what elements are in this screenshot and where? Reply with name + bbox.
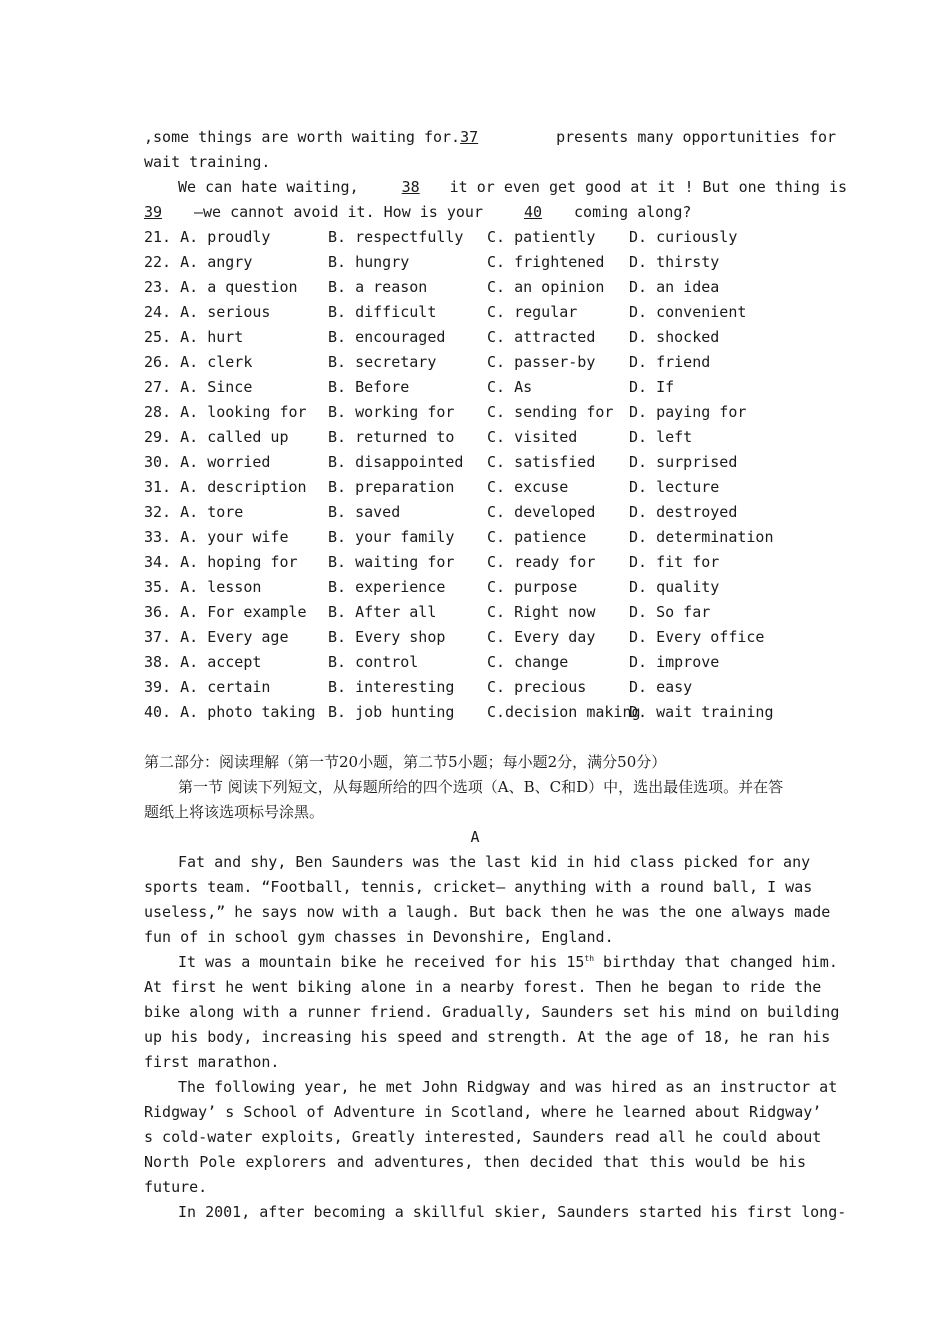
paragraph-4	[144, 1200, 847, 1225]
option-a-text: A. your wife	[180, 528, 289, 546]
option-b: B. saved	[328, 503, 401, 521]
option-c: C. As	[487, 378, 533, 396]
passage-line: North Pole explorers and adventures, then decided that this would be his	[144, 1153, 806, 1171]
option-a-text: A. hoping for	[180, 553, 298, 571]
question-number: 39.	[144, 678, 172, 696]
blank-40: 40	[523, 203, 543, 221]
spacer	[144, 725, 806, 750]
option-b: B. working for	[328, 403, 455, 421]
text-run: presents many opportunities for	[556, 128, 837, 146]
passage-line: future.	[144, 1178, 208, 1196]
option-a	[144, 275, 298, 300]
option-c: C. frightened	[487, 253, 605, 271]
option-d: D. destroyed	[629, 503, 738, 521]
option-c: C. Every day	[487, 628, 596, 646]
question-number: 23.	[144, 278, 172, 296]
option-d: D. surprised	[629, 453, 738, 471]
option-c: C. visited	[487, 428, 578, 446]
option-c: C. precious	[487, 678, 587, 696]
blank-38: 38	[401, 178, 420, 196]
option-a	[144, 700, 316, 725]
option-a-text: A. certain	[180, 678, 271, 696]
option-d: D. shocked	[629, 328, 720, 346]
option-b: B. interesting	[328, 678, 455, 696]
text-run: —we cannot avoid it. How is your	[194, 203, 483, 221]
option-b: B. a reason	[328, 278, 428, 296]
paragraph-1	[144, 850, 831, 950]
option-b: B. returned to	[328, 428, 455, 446]
option-d: D. paying for	[629, 403, 747, 421]
cloze-line-1	[144, 125, 837, 150]
question-number: 38.	[144, 653, 172, 671]
option-a	[144, 675, 270, 700]
option-row	[144, 600, 806, 625]
option-b: B. Every shop	[328, 628, 446, 646]
option-a-text: A. accept	[180, 653, 262, 671]
passage-line: sports team. “Football, tennis, cricket— anything with a round ball, I was	[144, 878, 813, 896]
option-c: C. developed	[487, 503, 596, 521]
section-heading: 第二部分：阅读理解（第一节20小题，第二节5小题；每小题2分，满分50分）	[144, 753, 667, 771]
option-c: C. change	[487, 653, 569, 671]
option-row	[144, 550, 806, 575]
option-a-text: A. clerk	[180, 353, 253, 371]
option-a	[144, 325, 243, 350]
option-a	[144, 600, 307, 625]
passage-line: At first he went biking alone in a nearby forest. Then he began to ride the	[144, 978, 822, 996]
question-number: 40.	[144, 703, 172, 721]
option-a-text: A. serious	[180, 303, 271, 321]
option-a-text: A. description	[180, 478, 307, 496]
option-b: B. waiting for	[328, 553, 455, 571]
option-d: D. quality	[629, 578, 720, 596]
question-number: 35.	[144, 578, 172, 596]
option-c: C. sending for	[487, 403, 614, 421]
option-d: D. determination	[629, 528, 774, 546]
option-a	[144, 650, 261, 675]
option-row	[144, 350, 806, 375]
question-number: 33.	[144, 528, 172, 546]
option-b: B. After all	[328, 603, 437, 621]
passage-line: first marathon.	[144, 1053, 280, 1071]
option-row	[144, 675, 806, 700]
cloze-line-3	[144, 175, 848, 200]
option-b: B. experience	[328, 578, 446, 596]
option-b: B. respectfully	[328, 228, 464, 246]
option-a	[144, 225, 270, 250]
option-a	[144, 300, 270, 325]
paragraph-3	[144, 1075, 838, 1200]
option-a-text: A. Every age	[180, 628, 289, 646]
option-b: B. your family	[328, 528, 455, 546]
option-row	[144, 575, 806, 600]
option-d: D. lecture	[629, 478, 720, 496]
option-d: D. wait training	[629, 703, 774, 721]
section-instruction-1: 第一节 阅读下列短文，从每题所给的四个选项（A、B、C和D）中，选出最佳选项。并在答	[178, 778, 784, 796]
passage-label: A	[470, 828, 480, 846]
question-number: 31.	[144, 478, 172, 496]
passage-line: up his body, increasing his speed and strength. At the age of 18, he ran his	[144, 1028, 831, 1046]
option-d: D. curiously	[629, 228, 738, 246]
option-b: B. job hunting	[328, 703, 455, 721]
option-a-text: A. proudly	[180, 228, 271, 246]
option-a	[144, 400, 307, 425]
text-run: it or even get good at it ! But one thing is	[449, 178, 848, 196]
option-d: D. an idea	[629, 278, 720, 296]
option-a-text: A. lesson	[180, 578, 262, 596]
option-c: C. regular	[487, 303, 578, 321]
option-row	[144, 275, 806, 300]
option-c: C. passer-by	[487, 353, 596, 371]
option-row	[144, 325, 806, 350]
option-a-text: A. looking for	[180, 403, 307, 421]
passage-line: fun of in school gym chasses in Devonshire, England.	[144, 928, 614, 946]
option-a-text: A. For example	[180, 603, 307, 621]
option-c: C. excuse	[487, 478, 569, 496]
option-a-text: A. hurt	[180, 328, 244, 346]
superscript: th	[584, 954, 595, 963]
question-number: 34.	[144, 553, 172, 571]
option-a-text: A. photo taking	[180, 703, 316, 721]
option-row	[144, 525, 806, 550]
option-row	[144, 250, 806, 275]
option-row	[144, 500, 806, 525]
option-row	[144, 450, 806, 475]
passage-line: Ridgway’ s School of Adventure in Scotland, where he learned about Ridgway’	[144, 1103, 822, 1121]
option-a	[144, 375, 252, 400]
option-d: D. thirsty	[629, 253, 720, 271]
option-row	[144, 425, 806, 450]
option-a	[144, 525, 289, 550]
passage-line: The following year, he met John Ridgway and was hired as an instructor at	[178, 1078, 838, 1096]
option-row	[144, 700, 806, 725]
passage-line: Fat and shy, Ben Saunders was the last kid in hid class picked for any	[178, 853, 811, 871]
option-a	[144, 550, 298, 575]
option-row	[144, 475, 806, 500]
option-b: B. difficult	[328, 303, 437, 321]
option-a-text: A. tore	[180, 503, 244, 521]
option-d: D. So far	[629, 603, 711, 621]
option-a	[144, 500, 243, 525]
cloze-line-2: wait training.	[144, 153, 271, 171]
section-instruction-2: 题纸上将该选项标号涂黑。	[144, 803, 325, 821]
passage-line: s cold-water exploits, Greatly interested, Saunders read all he could about	[144, 1128, 822, 1146]
option-d: D. fit for	[629, 553, 720, 571]
paragraph-2	[144, 975, 840, 1075]
option-c: C. Right now	[487, 603, 596, 621]
option-row	[144, 400, 806, 425]
text-run: It was a mountain bike he received for his 15	[178, 953, 585, 971]
question-number: 26.	[144, 353, 172, 371]
option-d: D. easy	[629, 678, 693, 696]
option-d: D. left	[629, 428, 693, 446]
text-run: coming along?	[574, 203, 692, 221]
options-list	[144, 225, 806, 725]
option-c: C. satisfied	[487, 453, 596, 471]
option-c: C. attracted	[487, 328, 596, 346]
option-row	[144, 225, 806, 250]
text-run: birthday that changed him.	[594, 953, 838, 971]
option-d: D. friend	[629, 353, 711, 371]
option-b: B. control	[328, 653, 419, 671]
option-a-text: A. angry	[180, 253, 253, 271]
option-a	[144, 575, 261, 600]
option-a	[144, 350, 252, 375]
option-d: D. improve	[629, 653, 720, 671]
option-b: B. disappointed	[328, 453, 464, 471]
question-number: 22.	[144, 253, 172, 271]
option-c: C. purpose	[487, 578, 578, 596]
option-row	[144, 375, 806, 400]
blank-39: 39	[144, 203, 163, 221]
cloze-line-4	[144, 200, 806, 225]
text-run: We can hate waiting,	[178, 178, 359, 196]
question-number: 24.	[144, 303, 172, 321]
option-a-text: A. called up	[180, 428, 289, 446]
question-number: 25.	[144, 328, 172, 346]
passage-line: In 2001, after becoming a skillful skier, Saunders started his first long-	[178, 1203, 847, 1221]
option-b: B. hungry	[328, 253, 410, 271]
option-b: B. encouraged	[328, 328, 446, 346]
option-a	[144, 425, 289, 450]
option-a-text: A. a question	[180, 278, 298, 296]
question-number: 30.	[144, 453, 172, 471]
passage-line: useless,” he says now with a laugh. But back then he was the one always made	[144, 903, 831, 921]
text-run: ,some things are worth waiting for.	[144, 128, 461, 146]
option-b: B. preparation	[328, 478, 455, 496]
option-a-text: A. worried	[180, 453, 271, 471]
option-c: C.decision making	[487, 703, 641, 721]
paragraph-2-first-line	[144, 950, 838, 975]
question-number: 29.	[144, 428, 172, 446]
option-row	[144, 650, 806, 675]
option-d: D. If	[629, 378, 675, 396]
option-a	[144, 250, 252, 275]
blank-37: 37	[460, 128, 479, 146]
option-row	[144, 625, 806, 650]
option-row	[144, 300, 806, 325]
exam-page	[144, 125, 848, 1225]
option-a-text: A. Since	[180, 378, 253, 396]
question-number: 37.	[144, 628, 172, 646]
option-c: C. patience	[487, 528, 587, 546]
option-a	[144, 625, 289, 650]
question-number: 27.	[144, 378, 172, 396]
option-d: D. convenient	[629, 303, 747, 321]
option-c: C. an opinion	[487, 278, 605, 296]
option-d: D. Every office	[629, 628, 765, 646]
passage-line: bike along with a runner friend. Gradually, Saunders set his mind on building	[144, 1003, 840, 1021]
option-a	[144, 475, 307, 500]
question-number: 32.	[144, 503, 172, 521]
option-b: B. secretary	[328, 353, 437, 371]
question-number: 21.	[144, 228, 172, 246]
question-number: 36.	[144, 603, 172, 621]
option-a	[144, 450, 270, 475]
option-c: C. patiently	[487, 228, 596, 246]
option-c: C. ready for	[487, 553, 596, 571]
option-b: B. Before	[328, 378, 410, 396]
question-number: 28.	[144, 403, 172, 421]
